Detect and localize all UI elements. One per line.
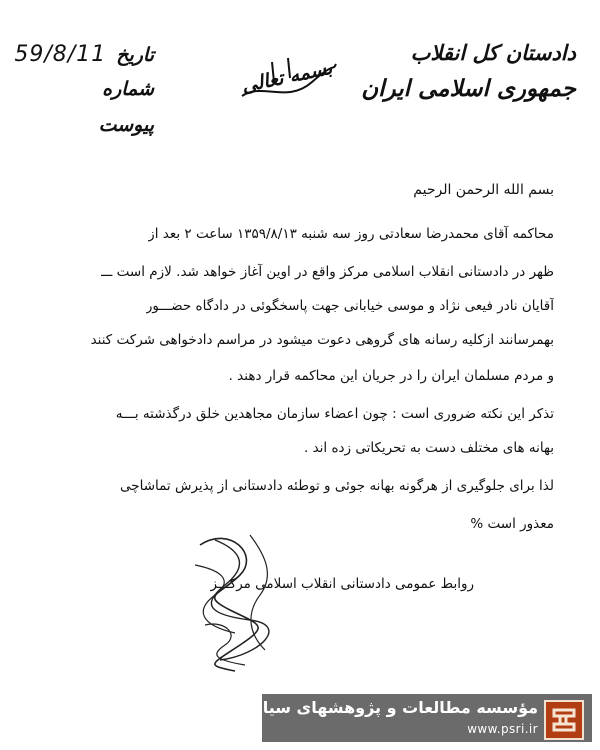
signer-line: روابط عمومی دادستانی انقلاب اسلامی مرکـــز	[210, 576, 474, 592]
date-label: تاریخ	[116, 44, 154, 66]
bismillah-line: بسم الله الرحمن الرحیم	[413, 182, 554, 198]
body-line-7: بهانه های مختلف دست به تحریکاتی زده اند .	[303, 440, 554, 456]
signature-scribble	[180, 525, 290, 675]
invocation-calligraphy	[232, 52, 342, 112]
institute-logo-icon	[544, 700, 584, 740]
date-row	[14, 42, 154, 78]
body-line-1: محاکمه آقای محمدرضا سعادتی روز سه شنبه ۱۳۵۹/۸/۱۳ ساعت ۲ بعد از	[148, 226, 554, 242]
body-line-2: ظهر در دادستانی انقلاب اسلامی مرکز واقع در اوین آغاز خواهد شد. لازم است ـــ	[100, 264, 554, 280]
body-line-4: بهمرسانند ازکلیه رسانه های گروهی دعوت میشود در مراسم دادخواهی شرکت کنند	[90, 332, 554, 348]
organization-header	[361, 40, 576, 102]
attachment-row	[14, 114, 154, 150]
number-row	[14, 78, 154, 114]
institute-banner	[230, 694, 592, 742]
body-line-8: لذا برای جلوگیری از هرگونه بهانه جوئی و توطئه دادستانی از پذیرش تماشاچی	[119, 478, 554, 494]
letter-meta	[14, 42, 154, 150]
organization-line1: دادستان کل انقلاب	[410, 40, 576, 65]
attachment-label: پیوست	[98, 114, 154, 136]
institute-url: www.psri.ir	[467, 722, 538, 736]
invocation-text: بسمه تعالی	[239, 56, 335, 98]
organization-line2: جمهوری اسلامی ایران	[361, 75, 576, 102]
body-line-6: تذکر این نکته ضروری است : چون اعضاء سازمان مجاهدین خلق درگذشته بـــه	[115, 406, 554, 422]
institute-name: مؤسسه مطالعات و پژوهشهای سیاسی	[230, 698, 538, 717]
number-label: شماره	[102, 78, 154, 100]
body-line-3: آقایان نادر فیعی نژاد و موسی خیابانی جهت پاسخگوئی در دادگاه حضـــور	[145, 298, 554, 314]
body-line-5: و مردم مسلمان ایران را در جریان این محاکمه قرار دهند .	[228, 368, 554, 384]
body-line-9: معذور است %	[470, 516, 554, 532]
date-value: 59/8/11	[14, 42, 107, 67]
